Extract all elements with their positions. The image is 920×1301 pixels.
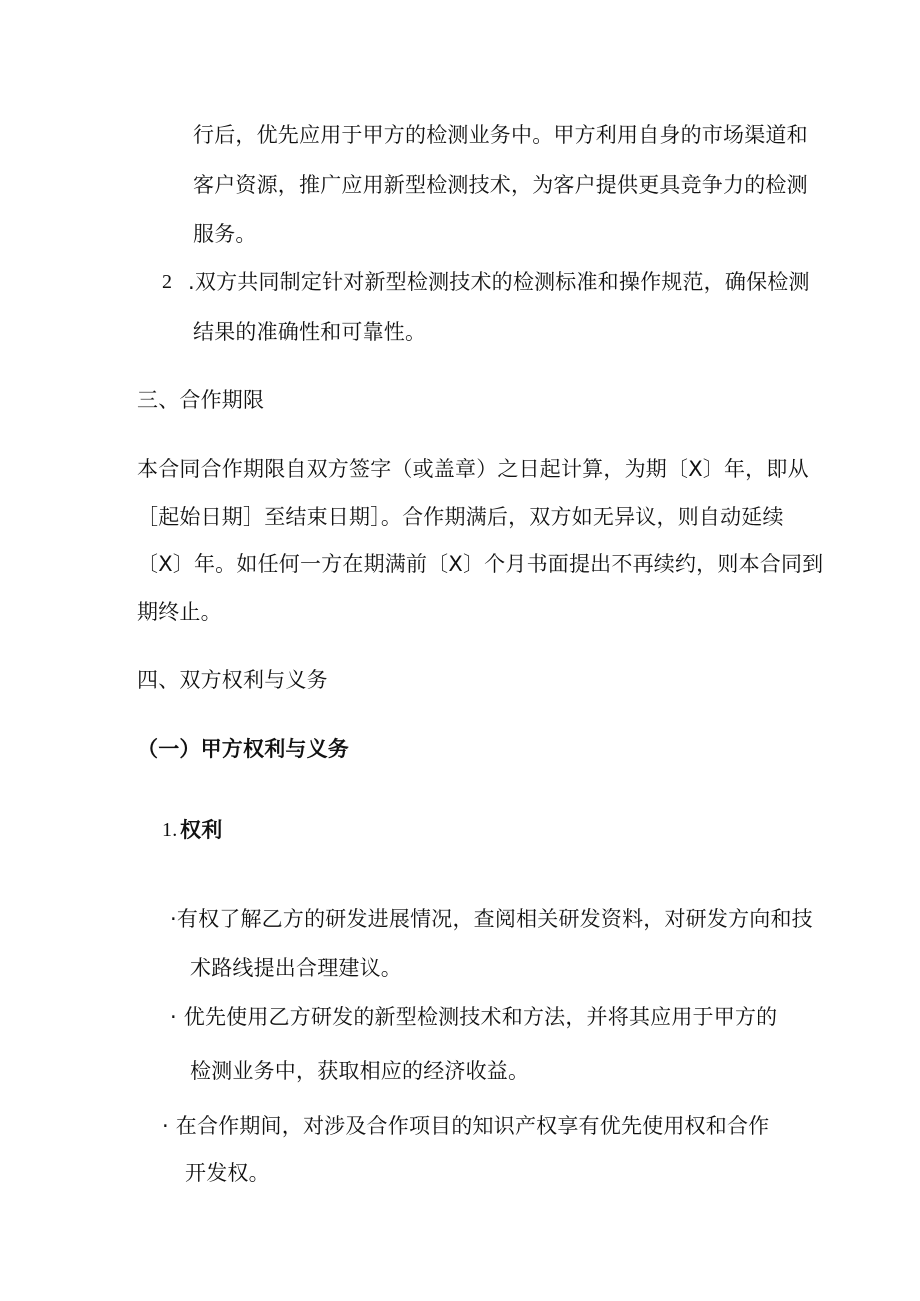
section-4-subheading: （一）甲方权利与义务 bbox=[137, 737, 349, 761]
bullet-3-line-1: · 在合作期间，对涉及合作项目的知识产权享有优先使用权和合作 bbox=[162, 1114, 770, 1138]
bullet-1-line-2: 术路线提出合理建议。 bbox=[190, 956, 402, 980]
bullet-3-line-2: 开发权。 bbox=[185, 1161, 270, 1185]
item-2-number: 2 bbox=[162, 271, 173, 293]
rights-number: 1. bbox=[162, 819, 178, 841]
item-2-line-2: 结果的准确性和可靠性。 bbox=[193, 320, 427, 344]
intro-line-1: 行后，优先应用于甲方的检测业务中。甲方利用自身的市场渠道和 bbox=[193, 123, 808, 147]
section-3-heading: 三、合作期限 bbox=[137, 388, 265, 412]
item-2-line-1: .双方共同制定针对新型检测技术的检测标准和操作规范，确保检测 bbox=[188, 270, 810, 294]
section-3-para-line-3: 〔X〕年。如任何一方在期满前〔X〕个月书面提出不再续约，则本合同到 bbox=[137, 552, 824, 576]
intro-line-2: 客户资源，推广应用新型检测技术，为客户提供更具竞争力的检测 bbox=[193, 173, 808, 197]
bullet-2-line-2: 检测业务中，获取相应的经济收益。 bbox=[190, 1059, 530, 1083]
intro-line-3: 服务。 bbox=[193, 222, 257, 246]
section-3-para-line-4: 期终止。 bbox=[137, 600, 222, 624]
rights-label: 权利 bbox=[180, 818, 223, 842]
section-3-para-line-1: 本合同合作期限自双方签字（或盖章）之日起计算，为期〔X〕年，即从 bbox=[137, 457, 809, 481]
bullet-1-line-1: ·有权了解乙方的研发进展情况，查阅相关研发资料，对研发方向和技 bbox=[170, 907, 813, 931]
bullet-2-line-1: · 优先使用乙方研发的新型检测技术和方法，并将其应用于甲方的 bbox=[170, 1005, 778, 1029]
section-3-para-line-2: ［起始日期］至结束日期］。合作期满后，双方如无异议，则自动延续 bbox=[137, 505, 784, 529]
section-4-heading: 四、双方权利与义务 bbox=[137, 668, 328, 692]
